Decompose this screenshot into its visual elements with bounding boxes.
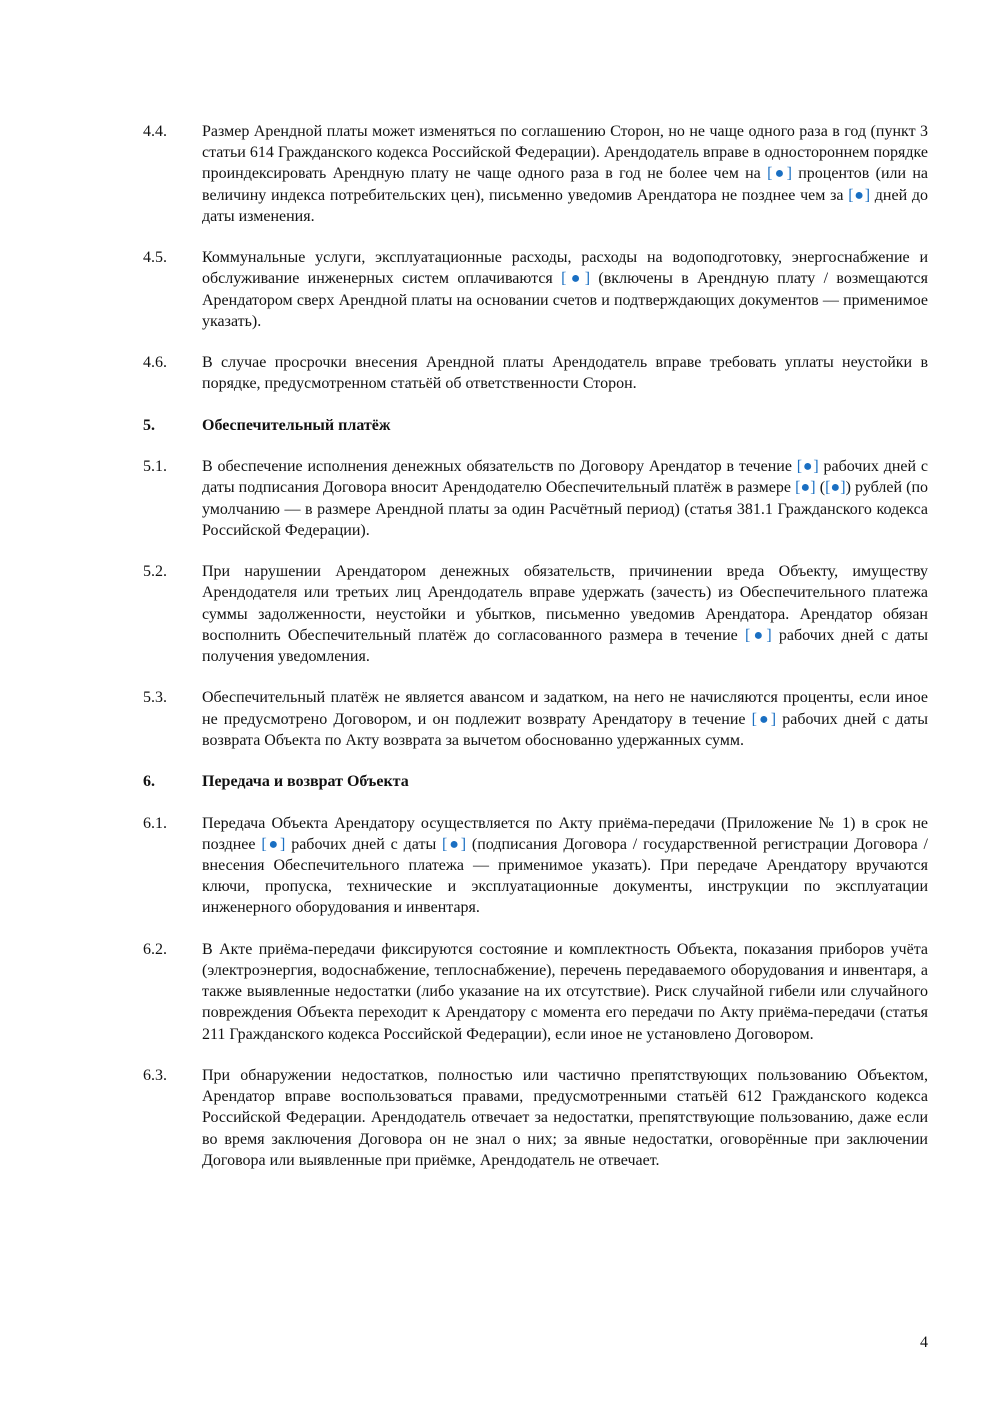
clause-text-segment: (включены в Арендную плату / возмещаются Арендатором сверх Арендной платы на основании счетов и подтверждающих документов — применимое указать).: [202, 270, 928, 330]
clause-number: 5.1.: [143, 458, 167, 476]
placeholder-mark: [●]: [795, 479, 816, 497]
clause: [143, 813, 928, 919]
placeholder-mark: [●]: [744, 626, 772, 644]
clause: [143, 1065, 928, 1171]
clause-text: [202, 1065, 928, 1171]
clause-text: [202, 456, 928, 541]
clause-text-segment: (подписания Договора / государственной регистрации Договора / внесения Обеспечительного платежа — применимое указать). При передаче Арендатору вручаются ключи, пропуска, технические и эксплуатационные документы, инструкции по эксплуатации инженерного оборудования и инвентаря.: [202, 835, 929, 917]
section-number: 6.: [143, 773, 155, 791]
clause-text: [202, 121, 928, 227]
placeholder-mark: [●]: [825, 479, 846, 497]
placeholder-mark: [●]: [561, 270, 591, 288]
placeholder-mark: [●]: [261, 835, 286, 853]
clause-text-segment: ) рублей (по умолчанию — в размере Арендной платы за один Расчётный период) (статья 381.1 Гражданского кодекса Российской Федерации).: [202, 479, 929, 539]
clause-text-segment: Обеспечительный платёж не является авансом и задатком, на него не начисляются проценты, если иное не предусмотрено Договором, и он подлежит возврату Арендатору в течение: [202, 689, 928, 728]
clause-number: 4.4.: [143, 123, 167, 140]
document-body: [143, 121, 928, 1191]
clause-number: 4.6.: [143, 354, 167, 372]
clause-text-segment: (: [815, 479, 826, 497]
clause-text: [202, 247, 928, 332]
clause-text-segment: В Акте приёма-передачи фиксируются состояние и комплектность Объекта, показания приборов учёта (электроэнергия, водоснабжение, теплоснабжение), перечень передаваемого оборудования и инвентаря, а также выявленные недостатки (либо указание на их отсутствие). Риск случайной гибели или случайного повреждения Объекта переходит к Арендатору с момента его передачи по Акту приёма-передачи (статья 211 Гражданского кодекса Российской Федерации), если иное не установлено Договором.: [202, 940, 928, 1043]
clause: [143, 456, 928, 541]
clause: [143, 939, 928, 1045]
clause-number: 5.3.: [143, 689, 167, 707]
page-number: 4: [920, 1334, 928, 1351]
placeholder-mark: [●]: [848, 186, 871, 204]
clause-text-segment: При обнаружении недостатков, полностью или частично препятствующих пользованию Объектом, Арендатор вправе воспользоваться правами, предусмотренными статьёй 612 Гражданского кодекса Российской Федерации. Арендодатель отвечает за недостатки, препятствующие пользованию, даже если во время заключения Договора он не знал о них; за явные недостатки, оговорённые при заключении Договора или выявленные при приёмке, Арендодатель не отвечает.: [202, 1066, 928, 1169]
clause-text-segment: процентов (или на величину индекса потребительских цен), письменно уведомив Арендатора не позднее чем за: [202, 165, 928, 204]
clause-text-segment: рабочих дней с даты получения уведомления.: [202, 626, 928, 665]
clause-text: [202, 352, 928, 394]
clause-number: 6.2.: [143, 940, 167, 958]
placeholder-mark: [●]: [767, 165, 792, 183]
clause: [143, 247, 928, 332]
clause: [143, 352, 928, 394]
clause-text-segment: дней до даты изменения.: [202, 186, 928, 225]
clause-text: [202, 939, 928, 1045]
clause-text-segment: В обеспечение исполнения денежных обязательств по Договору Арендатор в течение: [202, 458, 797, 476]
clause-text: [202, 687, 928, 751]
clause: [143, 687, 928, 751]
section-heading: [143, 771, 928, 792]
clause-text-segment: При нарушении Арендатором денежных обязательств, причинении вреда Объекту, имуществу Арендодателя или третьих лиц Арендодатель вправе удержать (зачесть) из Обеспечительного платежа суммы задолженности, неустойки и убытков, письменно уведомив Арендатора. Арендатор обязан восполнить Обеспечительный платёж до согласованного размера в течение: [202, 563, 928, 644]
clause-text-segment: Коммунальные услуги, эксплуатационные расходы, расходы на водоподготовку, энергоснабжение и обслуживание инженерных систем оплачиваются: [202, 249, 928, 288]
clause-text-segment: В случае просрочки внесения Арендной платы Арендодатель вправе требовать уплаты неустойки в порядке, предусмотренном статьёй об ответственности Сторон.: [202, 354, 928, 393]
clause-text-segment: рабочих дней с даты подписания Договора вносит Арендодателю Обеспечительный платёж в размере: [202, 458, 929, 497]
section-title: Передача и возврат Объекта: [202, 773, 409, 791]
clause-text-segment: Передача Объекта Арендатору осуществляется по Акту приёма-передачи (Приложение № 1) в срок не позднее: [202, 814, 928, 853]
clause: [143, 561, 928, 667]
placeholder-mark: [●]: [442, 835, 467, 853]
clause-number: 6.3.: [143, 1066, 167, 1084]
clause-text-segment: рабочих дней с даты: [285, 835, 443, 853]
clause-text: [202, 561, 928, 667]
section-number: 5.: [143, 416, 155, 434]
section-heading: [143, 415, 928, 436]
clause-text-segment: рабочих дней с даты возврата Объекта по Акту возврата за вычетом обоснованно удержанных сумм.: [202, 710, 928, 749]
clause-number: 5.2.: [143, 563, 167, 581]
placeholder-mark: [●]: [796, 458, 819, 476]
placeholder-mark: [●]: [751, 710, 777, 728]
clause: [143, 121, 928, 227]
clause-text-segment: Размер Арендной платы может изменяться по соглашению Сторон, но не чаще одного раза в год (пункт 3 статьи 614 Гражданского кодекса Российской Федерации). Арендодатель вправе в одностороннем порядке проиндексировать Арендную плату не чаще одного раза в год не более чем на: [202, 123, 928, 183]
clause-text: [202, 813, 928, 919]
clause-number: 6.1.: [143, 814, 167, 832]
clause-number: 4.5.: [143, 249, 167, 267]
section-title: Обеспечительный платёж: [202, 416, 391, 434]
